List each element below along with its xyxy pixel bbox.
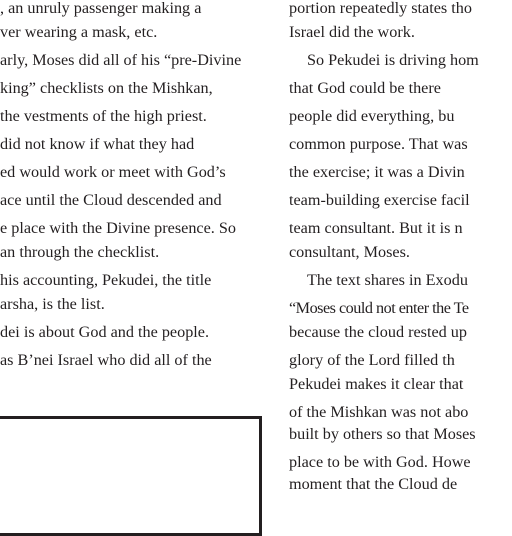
- text-line: arsha, is the list.: [0, 295, 105, 313]
- bordered-box: [0, 416, 262, 536]
- text-line: arly, Moses did all of his “pre-Divine: [0, 51, 242, 69]
- right-text-column: [289, 0, 512, 496]
- text-line: built by others so that Moses: [289, 425, 476, 443]
- text-line: ace until the Cloud descended and: [0, 191, 222, 209]
- text-line: ver wearing a mask, etc.: [0, 23, 158, 41]
- text-line: dei is about God and the people.: [0, 323, 210, 341]
- text-line: his accounting, Pekudei, the title: [0, 271, 212, 289]
- text-line: , an unruly passenger making a: [0, 0, 202, 17]
- text-line: Pekudei makes it clear that: [289, 375, 464, 393]
- text-line: Israel did the work.: [289, 23, 415, 41]
- text-line: team consultant. But it is n: [289, 219, 463, 237]
- left-text-column: [0, 0, 266, 372]
- text-line: the exercise; it was a Divin: [289, 163, 465, 181]
- text-line: an through the checklist.: [0, 243, 160, 261]
- text-line: portion repeatedly states tho: [289, 0, 472, 17]
- text-line: ed would work or meet with God’s: [0, 163, 226, 181]
- text-line: consultant, Moses.: [289, 243, 410, 261]
- text-line: “Moses could not enter the Te: [289, 299, 469, 317]
- text-line: of the Mishkan was not abo: [289, 403, 469, 421]
- paragraph-first-line: So Pekudei is driving hom: [307, 51, 479, 69]
- text-line: e place with the Divine presence. So: [0, 219, 236, 237]
- text-line: common purpose. That was: [289, 135, 468, 153]
- text-line: that God could be there: [289, 79, 441, 97]
- text-line: moment that the Cloud de: [289, 475, 458, 493]
- paragraph-first-line: The text shares in Exodu: [307, 271, 468, 289]
- text-line: people did everything, bu: [289, 107, 455, 125]
- text-line: glory of the Lord filled th: [289, 351, 455, 369]
- text-line: because the cloud rested up: [289, 323, 467, 341]
- text-line: king” checklists on the Mishkan,: [0, 79, 213, 97]
- text-line: did not know if what they had: [0, 135, 195, 153]
- text-line: team-building exercise facil: [289, 191, 470, 209]
- text-line: the vestments of the high priest.: [0, 107, 207, 125]
- text-line: as B’nei Israel who did all of the: [0, 351, 212, 369]
- text-line: place to be with God. Howe: [289, 453, 471, 471]
